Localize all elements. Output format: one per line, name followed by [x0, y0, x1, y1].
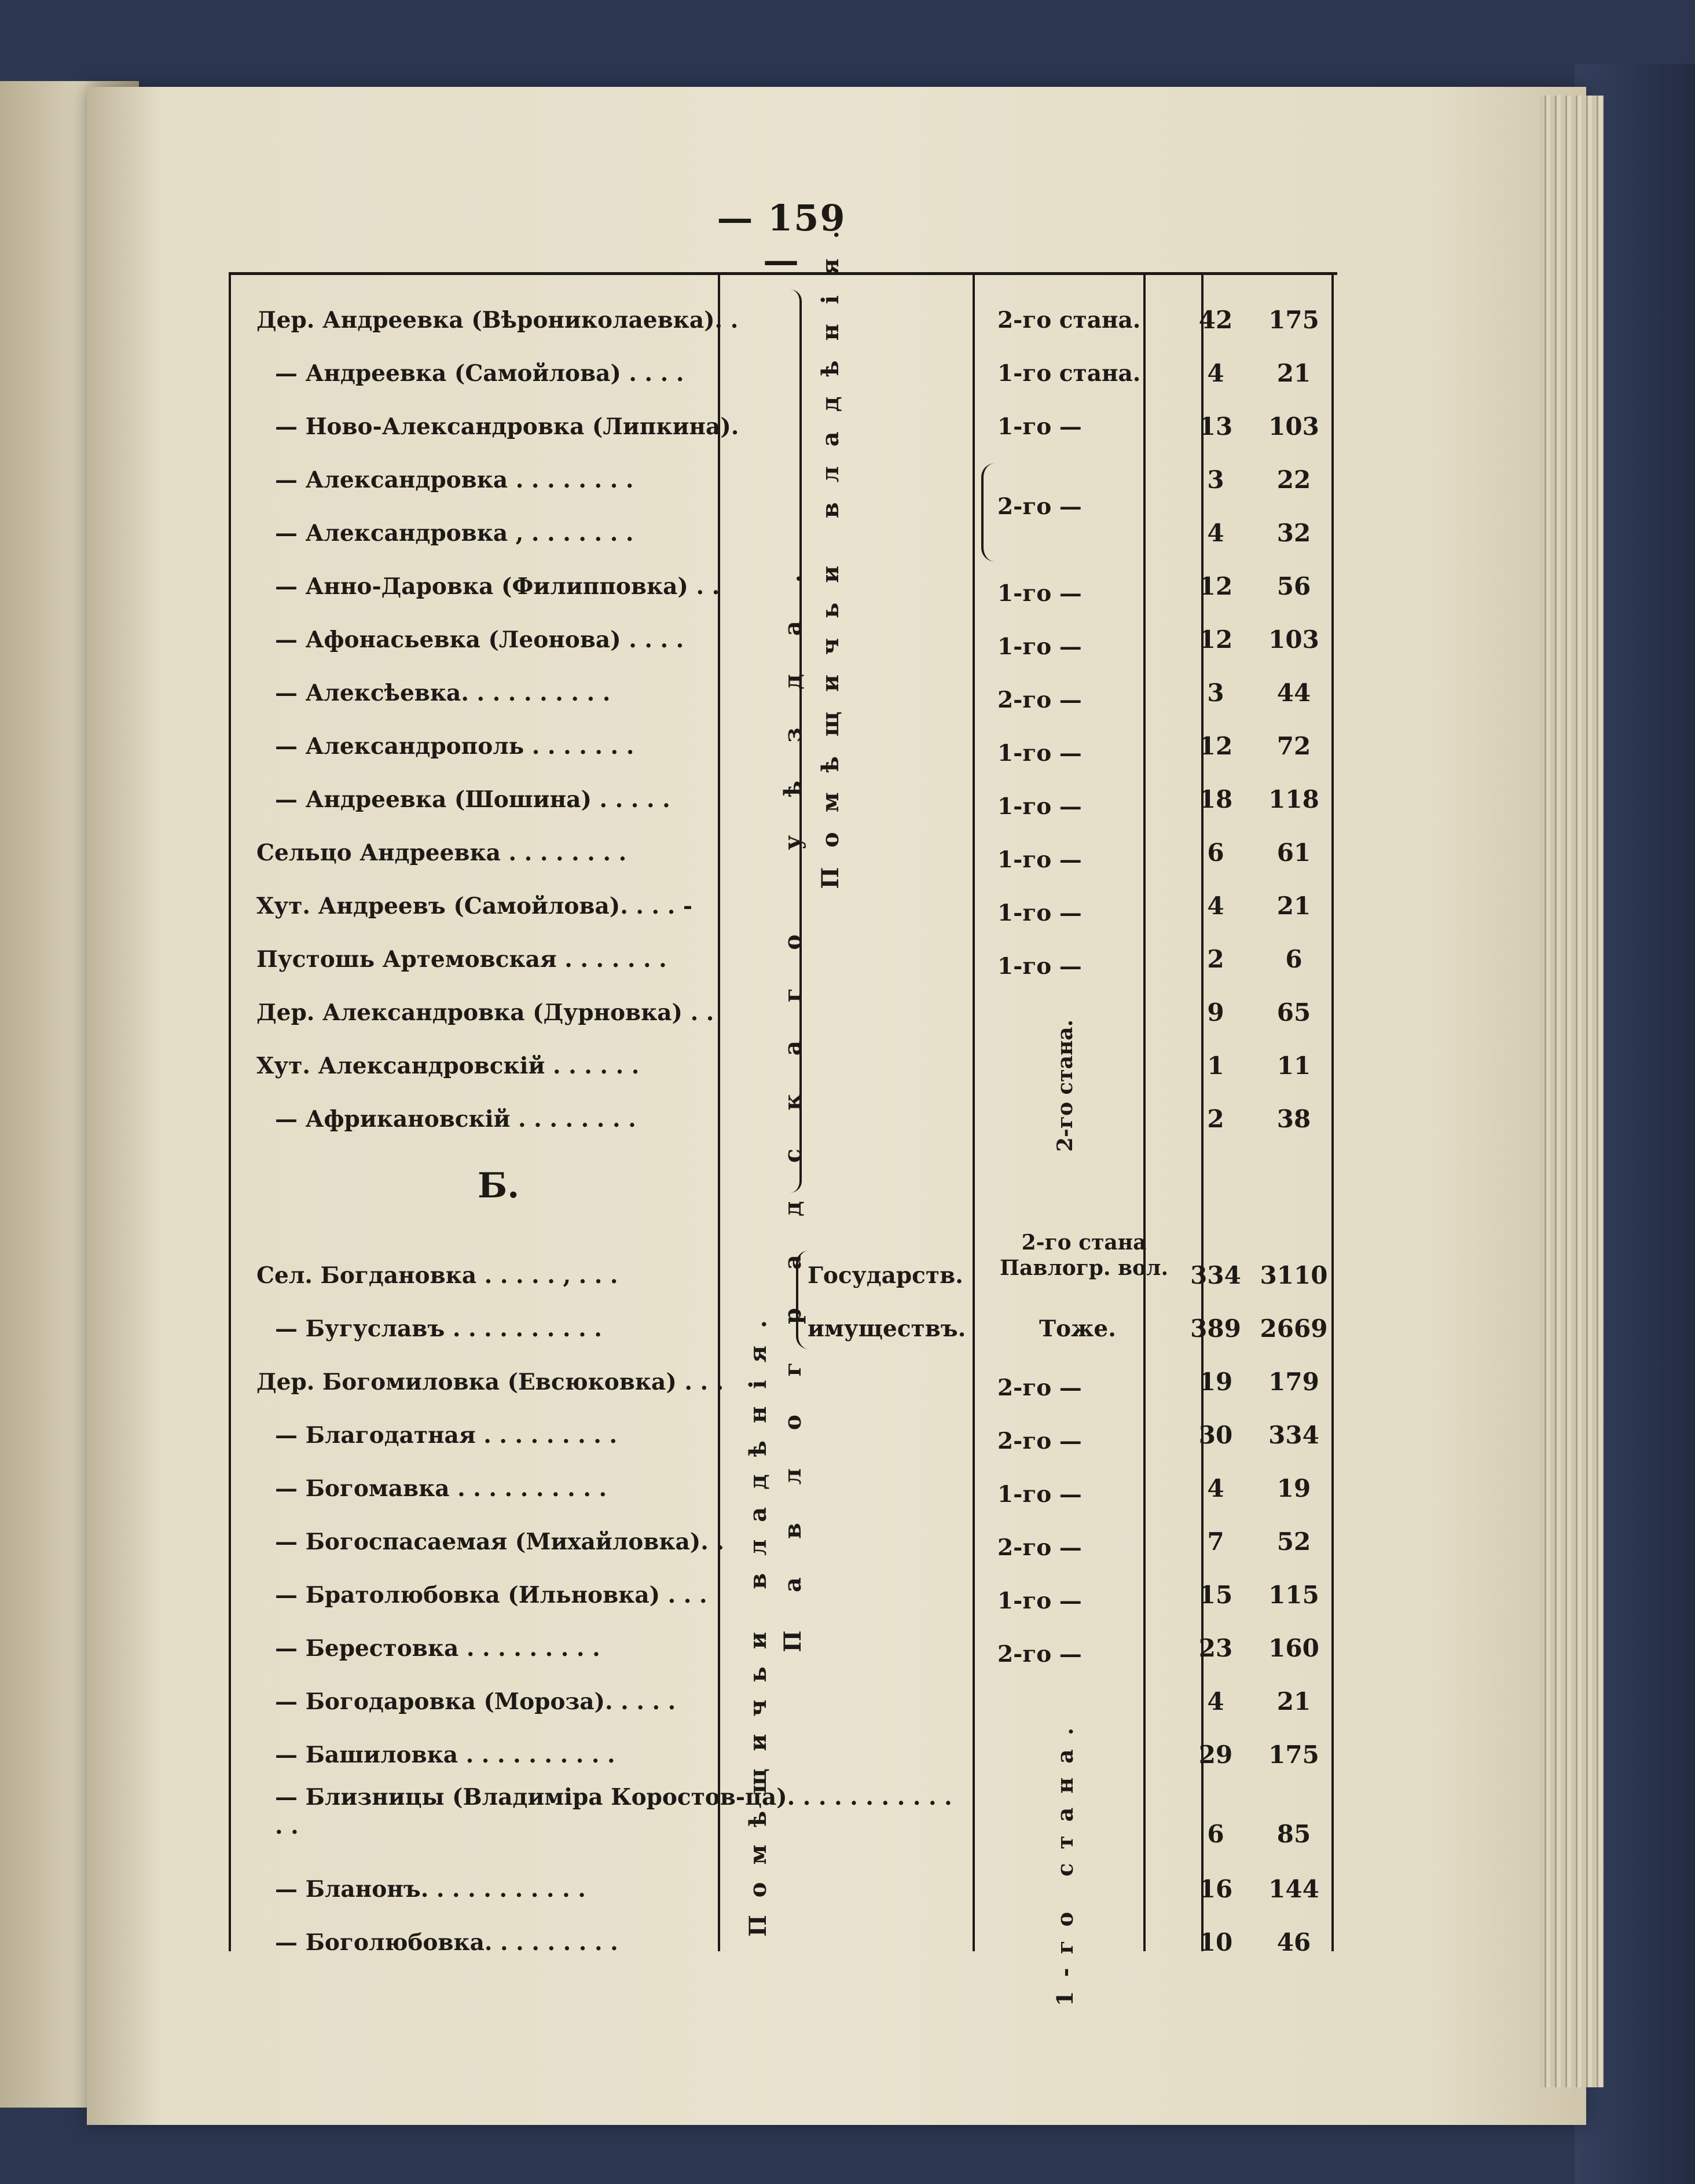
table-row	[229, 828, 1337, 878]
settlement-name: Дер. Александровка (Дурновка) . .	[256, 999, 714, 1026]
dushi-cell: 2669	[1260, 1314, 1328, 1343]
dushi-cell: 175	[1268, 1740, 1319, 1769]
stan-group-label-lower: 1-го стана.	[1052, 1713, 1078, 2006]
dvory-cell: 4	[1207, 519, 1224, 547]
table-row	[229, 1357, 1337, 1407]
dvory-cell: 4	[1207, 1687, 1224, 1716]
settlement-name: — Богодаровка (Мороза). . . . .	[275, 1688, 676, 1715]
dvory-cell: 12	[1198, 732, 1233, 760]
dushi-cell: 21	[1276, 892, 1311, 920]
settlement-name: — Боголюбовка. . . . . . . . .	[275, 1929, 618, 1956]
table-row	[229, 721, 1337, 771]
dushi-cell: 11	[1276, 1051, 1311, 1080]
table-row	[229, 935, 1337, 984]
dvory-cell: 4	[1207, 359, 1224, 387]
dvory-cell: 15	[1198, 1581, 1233, 1609]
dushi-cell: 44	[1276, 679, 1311, 707]
dvory-cell: 12	[1198, 572, 1233, 600]
settlement-name: Хут. Александровскій . . . . . .	[256, 1053, 640, 1079]
dushi-cell: 3110	[1260, 1261, 1328, 1289]
table-row	[229, 1864, 1337, 1914]
dvory-cell: 6	[1207, 1820, 1224, 1848]
table-row	[229, 1786, 1337, 1856]
page-edges	[1540, 96, 1604, 2087]
settlement-name: Дер. Андреевка (Вѣрониколаевка). .	[256, 307, 739, 334]
dvory-cell: 10	[1198, 1928, 1233, 1956]
gov-property-label: Государств.	[808, 1262, 963, 1289]
stan-cell: 1-го —	[997, 413, 1082, 440]
settlement-name: Дер. Богомиловка (Евсюковка) . . .	[256, 1369, 724, 1395]
stan-cell: 2-го стана.	[997, 307, 1141, 334]
dushi-cell: 103	[1268, 412, 1319, 441]
table-row	[229, 881, 1337, 931]
settlement-name: — Андреевка (Самойлова) . . . .	[275, 360, 684, 387]
ownership-column-label: Помѣщичьи владѣнія.	[817, 211, 844, 889]
dushi-cell: 115	[1268, 1581, 1319, 1609]
dvory-cell: 4	[1207, 1474, 1224, 1503]
stan-cell: 2-го —	[997, 493, 1082, 520]
table-row	[229, 493, 1337, 558]
dushi-cell: 32	[1276, 519, 1311, 547]
dvory-cell: 19	[1198, 1368, 1233, 1396]
stan-cell: 1-го —	[997, 740, 1082, 767]
table-row	[229, 1464, 1337, 1514]
settlement-name: — Богомавка . . . . . . . . . .	[275, 1475, 607, 1502]
dushi-cell: 334	[1268, 1421, 1319, 1449]
table-row	[229, 988, 1337, 1038]
settlement-name: — Афонасьевка (Леонова) . . . .	[275, 626, 684, 653]
dvory-cell: 3	[1207, 679, 1224, 707]
table-row	[229, 1304, 1337, 1354]
stan-cell: 1-го —	[997, 1481, 1082, 1508]
stan-cell	[987, 1230, 1181, 1281]
settlement-name: — Благодатная . . . . . . . . .	[275, 1422, 618, 1449]
table-row	[229, 1918, 1337, 1967]
settlement-name: — Александрополь . . . . . . .	[275, 733, 634, 760]
stan-cell: 2-го —	[997, 1641, 1082, 1668]
page-number: — 159 —	[717, 197, 846, 281]
dvory-cell: 2	[1207, 945, 1224, 973]
stan-cell: Тоже.	[1039, 1315, 1116, 1342]
table-row	[229, 1041, 1337, 1091]
dvory-cell: 7	[1207, 1527, 1224, 1556]
dushi-cell: 21	[1276, 359, 1311, 387]
dvory-cell: 6	[1207, 838, 1224, 867]
dushi-cell: 179	[1268, 1368, 1319, 1396]
dushi-cell: 21	[1276, 1687, 1311, 1716]
stan-cell: 1-го —	[997, 900, 1082, 926]
table-row	[229, 1570, 1337, 1620]
table-row	[229, 295, 1337, 345]
settlement-name: — Анно-Даровка (Филипповка) . .	[275, 573, 720, 600]
section-heading: Б.	[478, 1166, 520, 1206]
settlement-name: — Близницы (Владиміра Коростов-ца). . . . . . . . . . . . .	[275, 1784, 952, 1839]
dvory-cell: 30	[1198, 1421, 1233, 1449]
settlement-name: — Александровка , . . . . . . .	[275, 520, 634, 547]
stan-cell: 2-го —	[997, 687, 1082, 713]
settlement-name: — Бланонъ. . . . . . . . . . .	[275, 1876, 586, 1903]
stan-cell: 1-го —	[997, 580, 1082, 607]
dushi-cell: 22	[1276, 466, 1311, 494]
dvory-cell: 13	[1198, 412, 1233, 441]
settlement-name: — Африкановскій . . . . . . . .	[275, 1106, 636, 1133]
stan-cell: 1-го —	[997, 633, 1082, 660]
section-heading-row	[229, 1161, 1337, 1211]
stan-group-label: 2-го стана.	[1053, 1019, 1077, 1152]
settlement-name: — Ново-Александровка (Липкина).	[275, 413, 739, 440]
table-row	[229, 775, 1337, 825]
dvory-cell: 389	[1190, 1314, 1241, 1343]
dushi-cell: 65	[1276, 998, 1311, 1027]
settlement-name: — Андреевка (Шошина) . . . . .	[275, 786, 670, 813]
settlement-name: — Александровка . . . . . . . .	[275, 467, 634, 493]
dushi-cell: 46	[1276, 1928, 1311, 1956]
dvory-cell: 18	[1198, 785, 1233, 813]
settlement-name: — Богоспасаемая (Михайловка). .	[275, 1529, 724, 1555]
settlement-name: — Алексѣевка. . . . . . . . . .	[275, 680, 611, 706]
stan-cell: 1-го —	[997, 1588, 1082, 1614]
dvory-cell: 9	[1207, 998, 1224, 1027]
dushi-cell: 6	[1285, 945, 1303, 973]
dvory-cell: 334	[1190, 1261, 1241, 1289]
table-row	[229, 1730, 1337, 1780]
dushi-cell: 56	[1276, 572, 1311, 600]
dvory-cell: 29	[1198, 1740, 1233, 1769]
stan-cell: 1-го —	[997, 847, 1082, 873]
dvory-cell: 3	[1207, 466, 1224, 494]
table-row	[229, 402, 1337, 452]
settlement-name: Хут. Андреевъ (Самойлова). . . . -	[256, 893, 693, 919]
stan-line: 2-го стана	[1021, 1230, 1147, 1255]
dushi-cell: 118	[1268, 785, 1319, 813]
dushi-cell: 144	[1268, 1875, 1319, 1903]
stan-line: Павлогр. вол.	[1000, 1256, 1168, 1280]
dvory-cell: 42	[1198, 306, 1233, 334]
stan-cell: 2-го —	[997, 1428, 1082, 1454]
table-row	[229, 1410, 1337, 1460]
stan-cell: 2-го —	[997, 1534, 1082, 1561]
dushi-cell: 52	[1276, 1527, 1311, 1556]
settlement-name: — Берестовка . . . . . . . . .	[275, 1635, 600, 1662]
dushi-cell: 160	[1268, 1634, 1319, 1662]
dvory-cell: 12	[1198, 625, 1233, 654]
dushi-cell: 61	[1276, 838, 1311, 867]
dvory-cell: 16	[1198, 1875, 1233, 1903]
settlement-name: Пустошь Артемовская . . . . . . .	[256, 946, 667, 973]
gov-property-label: имуществъ.	[808, 1315, 966, 1342]
settlement-name: — Братолюбовка (Ильновка) . . .	[275, 1582, 707, 1608]
stan-cell: 1-го стана.	[997, 360, 1141, 387]
stan-cell: 1-го —	[997, 793, 1082, 820]
table-row	[229, 349, 1337, 398]
dushi-cell: 19	[1276, 1474, 1311, 1503]
table-row	[229, 562, 1337, 611]
dvory-cell: 23	[1198, 1634, 1233, 1662]
settlement-name: Сел. Богдановка . . . . . , . . .	[256, 1262, 618, 1289]
dushi-cell: 85	[1276, 1820, 1311, 1848]
dushi-cell: 103	[1268, 625, 1319, 654]
dushi-cell: 72	[1276, 732, 1311, 760]
table-row	[229, 1677, 1337, 1727]
table-row	[229, 1624, 1337, 1673]
dvory-cell: 2	[1207, 1105, 1224, 1133]
table-row	[229, 1517, 1337, 1567]
stan-cell: 1-го —	[997, 953, 1082, 980]
ownership-column-label-lower: Помѣщичьи владѣнія.	[744, 1303, 772, 1937]
table-row	[229, 668, 1337, 718]
district-column-label: Павлоградскаго уѣзда.	[779, 536, 806, 1652]
table-top-rule	[229, 272, 1337, 275]
dvory-cell: 4	[1207, 892, 1224, 920]
dushi-cell: 175	[1268, 306, 1319, 334]
table-row	[229, 1230, 1337, 1300]
dvory-cell: 1	[1207, 1051, 1224, 1080]
settlement-name: Сельцо Андреевка . . . . . . . .	[256, 840, 627, 866]
dushi-cell: 38	[1276, 1105, 1311, 1133]
settlement-name: — Бугуславъ . . . . . . . . . .	[275, 1315, 602, 1342]
table-row	[229, 615, 1337, 665]
table-row	[229, 1094, 1337, 1144]
stan-cell: 2-го —	[997, 1375, 1082, 1401]
settlement-name: — Башиловка . . . . . . . . . .	[275, 1742, 615, 1768]
